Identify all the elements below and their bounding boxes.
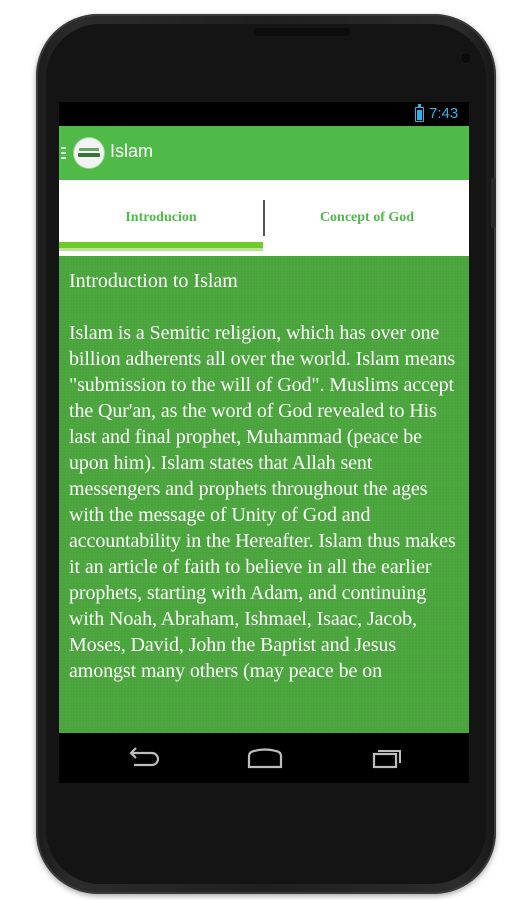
app-title: Islam — [110, 141, 154, 161]
navigation-bar — [59, 733, 469, 783]
back-icon — [122, 743, 166, 773]
tab-bar — [59, 180, 469, 256]
selected-tab-indicator-shadow — [59, 248, 263, 251]
content-body-text: Islam is a Semitic religion, which has over one billion adherents all over the world. Islam means "submission to the will of God". Muslims accept the Qur'an, as the word of God revealed to His last and final prophet, Muhammad (peace be upon him). Islam states that Allah sent messengers and prophets throughout the ages with the message of Unity of God and accountability in the Hereafter. Islam thus makes it an article of faith to believe in all the earlier prophets, starting with Adam, and continuing with Noah, Abraham, Ishmael, Isaac, Jacob, Moses, David, John the Baptist and Jesus amongst many others (may peace be on — [69, 322, 456, 682]
tab-concept-of-god-label: Concept of God — [319, 210, 415, 225]
recents-icon — [362, 743, 406, 773]
back-button[interactable] — [122, 743, 166, 773]
action-bar — [59, 126, 469, 180]
tab-concept-of-god[interactable] — [265, 180, 469, 256]
battery-charging-icon — [415, 107, 424, 122]
device-screen — [59, 102, 469, 783]
earpiece-speaker — [254, 28, 350, 36]
front-camera — [460, 52, 472, 64]
menu-icon[interactable] — [61, 147, 66, 159]
home-button[interactable] — [243, 743, 287, 773]
content-heading: Introduction to Islam — [69, 270, 238, 292]
recents-button[interactable] — [362, 743, 406, 773]
status-time: 7:43 — [429, 105, 459, 122]
content-scroll-area[interactable] — [59, 256, 469, 733]
home-icon — [243, 743, 287, 773]
app-logo[interactable] — [74, 138, 104, 168]
status-bar — [59, 102, 469, 126]
tab-introduction-label: Introducion — [125, 210, 197, 225]
power-button — [491, 178, 496, 228]
